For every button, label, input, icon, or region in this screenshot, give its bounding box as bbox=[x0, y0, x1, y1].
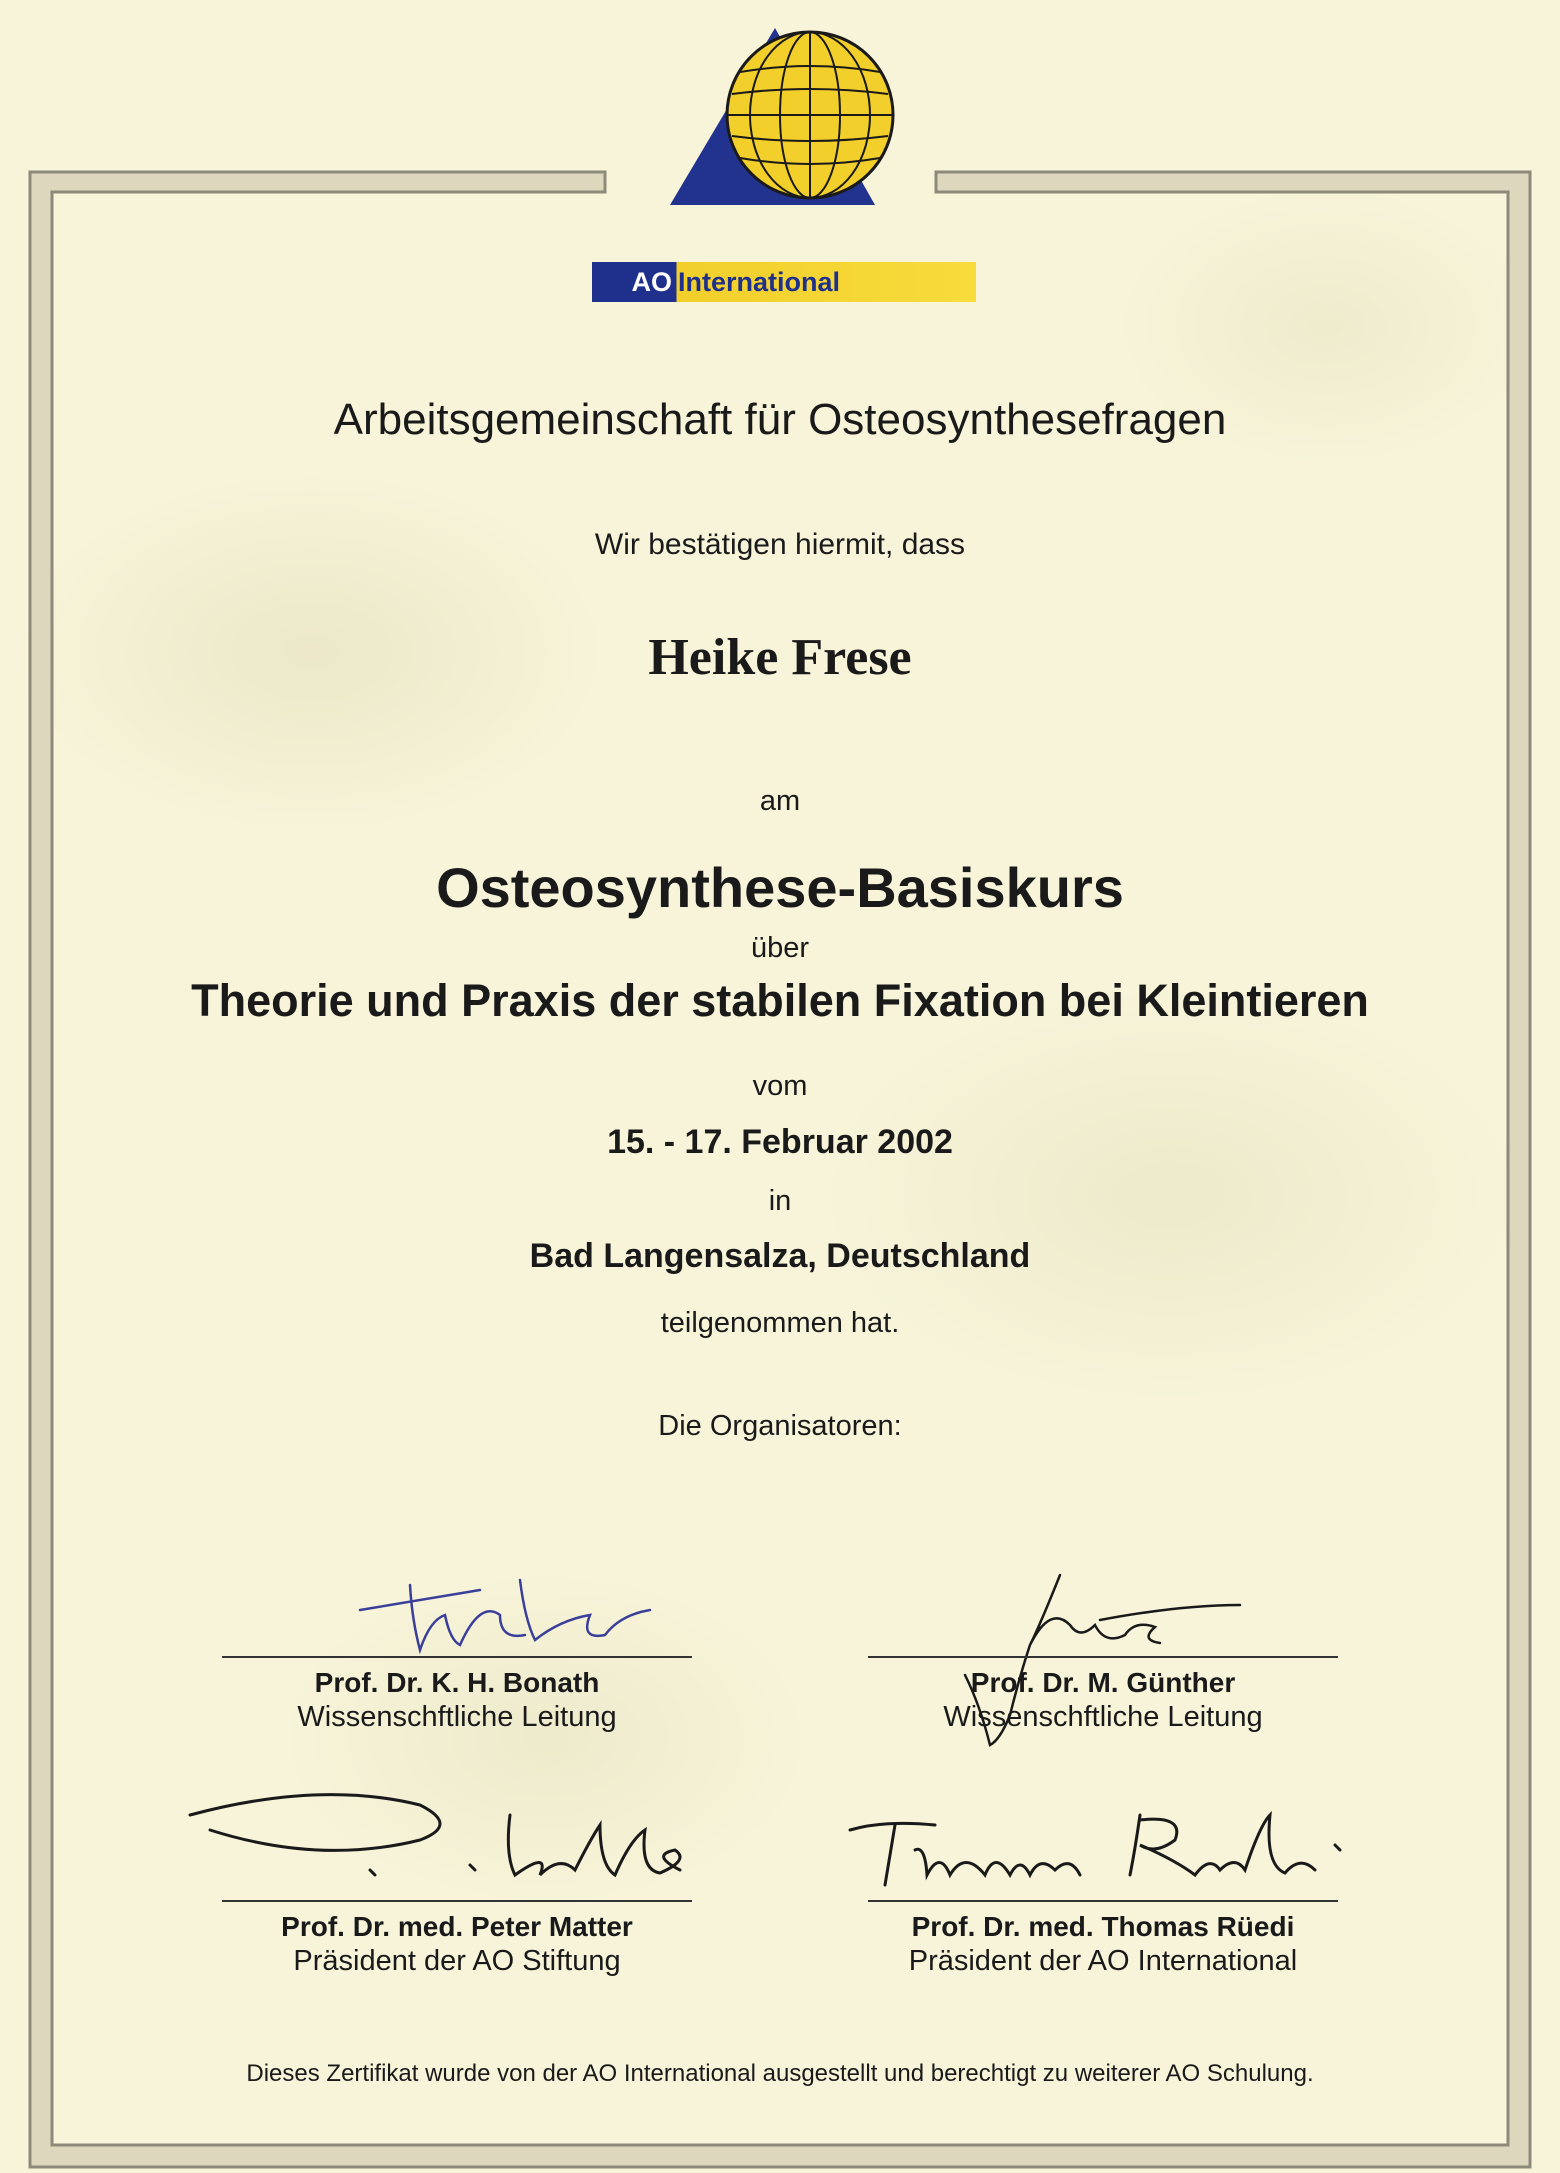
ueber-text: über bbox=[750, 932, 810, 964]
ao-badge-text: International bbox=[678, 267, 841, 297]
signatory-name: Prof. Dr. med. Thomas Rüedi bbox=[911, 1911, 1295, 1942]
signatory-role: Wissenschftliche Leitung bbox=[943, 1701, 1263, 1733]
signatory-name: Prof. Dr. K. H. Bonath bbox=[314, 1667, 600, 1698]
signatory-role: Präsident der AO International bbox=[908, 1945, 1298, 1977]
signature-line bbox=[868, 1656, 1338, 1658]
course-location: Bad Langensalza, Deutschland bbox=[529, 1237, 1031, 1275]
signatory-role: Wissenschftliche Leitung bbox=[297, 1701, 617, 1733]
signatory-role: Präsident der AO Stiftung bbox=[293, 1945, 621, 1977]
vom-text: vom bbox=[752, 1070, 808, 1102]
signature-line bbox=[222, 1900, 692, 1902]
in-text: in bbox=[768, 1185, 792, 1217]
ao-globe-triangle-logo bbox=[660, 10, 920, 210]
footer-note: Dieses Zertifikat wurde von der AO International ausgestellt und berechtigt zu weiterer AO Schulung. bbox=[246, 2060, 1314, 2087]
course-title: Osteosynthese-Basiskurs bbox=[436, 856, 1124, 919]
signatory-guenther bbox=[868, 1656, 1338, 1734]
signature-matter bbox=[170, 1785, 730, 1895]
signatory-bonath bbox=[222, 1656, 692, 1734]
signatory-name: Prof. Dr. med. Peter Matter bbox=[281, 1911, 633, 1942]
ao-international-badge bbox=[592, 262, 976, 302]
organization-name: Arbeitsgemeinschaft für Osteosynthesefragen bbox=[333, 395, 1227, 444]
signature-bonath bbox=[350, 1560, 680, 1670]
participant-name: Heike Frese bbox=[648, 629, 912, 686]
organizers-label: Die Organisatoren: bbox=[658, 1410, 902, 1442]
signatory-ruedi bbox=[868, 1900, 1338, 1978]
signatory-name: Prof. Dr. M. Günther bbox=[970, 1667, 1236, 1698]
signatory-matter bbox=[222, 1900, 692, 1978]
signature-line bbox=[222, 1656, 692, 1658]
signature-line bbox=[868, 1900, 1338, 1902]
am-text: am bbox=[759, 785, 801, 817]
ao-badge-prefix: AO bbox=[631, 267, 672, 297]
course-subtitle: Theorie und Praxis der stabilen Fixation bei Kleintieren bbox=[191, 975, 1369, 1026]
participated-text: teilgenommen hat. bbox=[660, 1307, 900, 1339]
signature-ruedi bbox=[845, 1795, 1385, 1905]
course-date: 15. - 17. Februar 2002 bbox=[607, 1123, 953, 1161]
confirmation-text: Wir bestätigen hiermit, dass bbox=[594, 528, 966, 561]
